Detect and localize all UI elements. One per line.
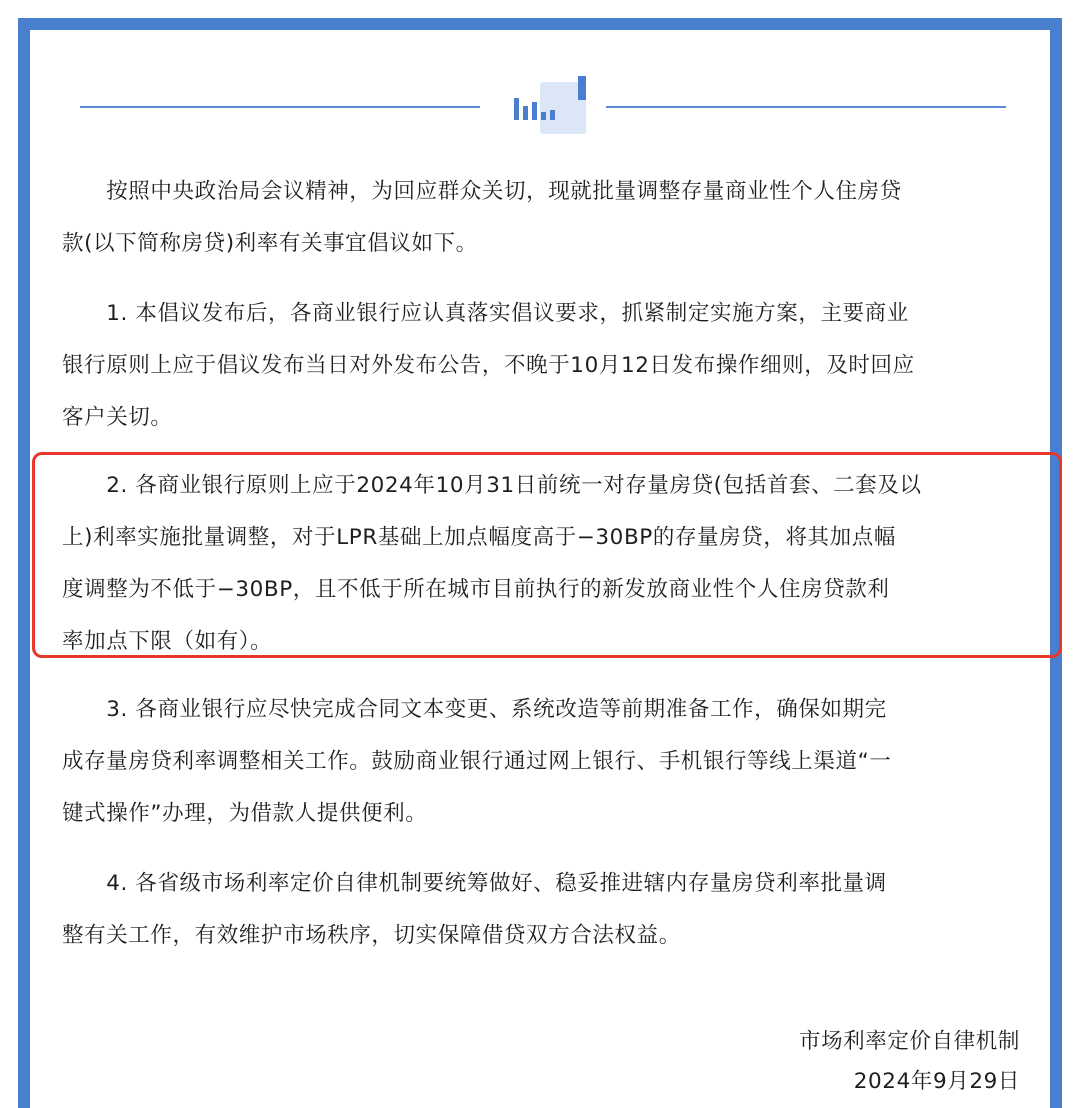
document-frame — [18, 18, 1062, 1108]
clause-3-paragraph — [62, 684, 1044, 840]
text-line: 款(以下简称房贷)利率有关事宜倡议如下。 — [62, 231, 478, 256]
signature-organization: 市场利率定价自律机制 — [798, 1029, 1020, 1054]
text-line: 1. 本倡议发布后，各商业银行应认真落实倡议要求，抓紧制定实施方案，主要商业 — [62, 301, 909, 326]
text-line: 上)利率实施批量调整，对于LPR基础上加点幅度高于−30BP的存量房贷，将其加点幅 — [62, 525, 896, 550]
intro-paragraph — [62, 166, 1044, 270]
text-line: 成存量房贷利率调整相关工作。鼓励商业银行通过网上银行、手机银行等线上渠道“一 — [62, 749, 892, 774]
signature-date: 2024年9月29日 — [853, 1069, 1020, 1094]
divider-line-left — [80, 106, 480, 108]
text-line: 2. 各商业银行原则上应于2024年10月31日前统一对存量房贷(包括首套、二套及以 — [62, 473, 922, 498]
clause-4-paragraph — [62, 858, 1044, 962]
text-line: 3. 各商业银行应尽快完成合同文本变更、系统改造等前期准备工作，确保如期完 — [62, 697, 887, 722]
text-line: 度调整为不低于−30BP，且不低于所在城市目前执行的新发放商业性个人住房贷款利 — [62, 577, 890, 602]
clause-1-paragraph — [62, 288, 1044, 444]
bar-chart-document-icon — [498, 76, 590, 138]
text-line: 银行原则上应于倡议发布当日对外发布公告，不晚于10月12日发布操作细则，及时回应 — [62, 353, 915, 378]
text-line: 客户关切。 — [62, 405, 173, 430]
text-line: 整有关工作，有效维护市场秩序，切实保障借贷双方合法权益。 — [62, 923, 681, 948]
text-line: 按照中央政治局会议精神，为回应群众关切，现就批量调整存量商业性个人住房贷 — [62, 179, 902, 204]
text-line: 4. 各省级市场利率定价自律机制要统筹做好、稳妥推进辖内存量房贷利率批量调 — [62, 871, 887, 896]
text-line: 率加点下限（如有）。 — [62, 629, 273, 654]
text-line: 键式操作”办理，为借款人提供便利。 — [62, 801, 428, 826]
divider-line-right — [606, 106, 1006, 108]
clause-2-paragraph — [62, 460, 1044, 668]
